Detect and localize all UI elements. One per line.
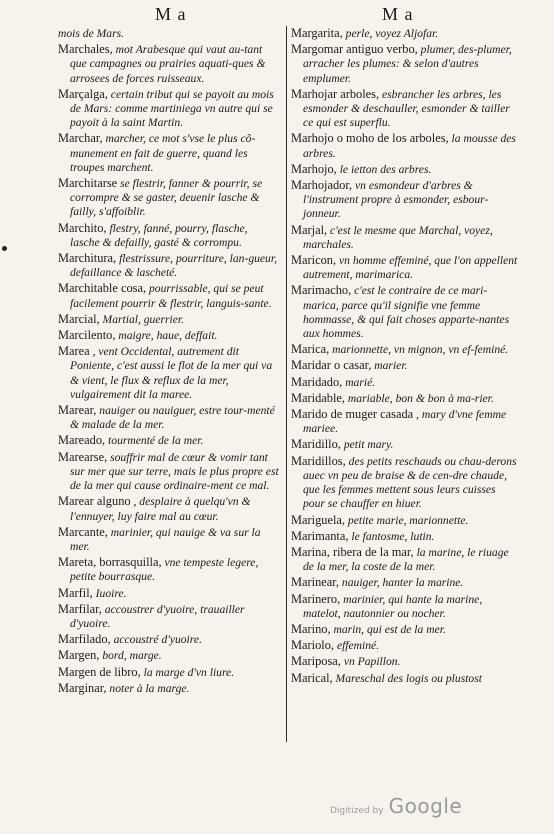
entry-definition: effeminé.	[336, 639, 380, 653]
entry-definition: Iuoire.	[95, 586, 127, 600]
dictionary-entry	[291, 638, 519, 653]
dictionary-entry	[291, 253, 519, 282]
entry-definition: c'est le mesme que Marchal, voyez, marchales.	[303, 223, 493, 251]
entry-headword: Marfil,	[58, 585, 93, 600]
dictionary-entry	[291, 162, 519, 177]
entry-definition: le fantosme, lutin.	[351, 529, 435, 543]
entry-definition: nauiger ou nauiguer, estre tour-menté & malade de la mer.	[70, 404, 275, 432]
entry-headword: Marinero,	[291, 591, 341, 606]
entry-definition: perle, voyez Aljofar.	[345, 27, 439, 40]
entry-headword: Maridillo,	[291, 437, 341, 452]
entry-headword: Mariposa,	[291, 654, 341, 669]
dictionary-entry	[58, 602, 280, 631]
entry-definition: vn esmondeur d'arbres & l'instrument propre à esmonder, esbour-jonneur.	[303, 179, 489, 221]
entry-definition: nauiger, hanter la marine.	[341, 576, 464, 590]
entry-definition: tourmenté de la mer.	[108, 434, 204, 448]
entry-headword: Marginar,	[58, 680, 107, 695]
dictionary-entry	[58, 328, 280, 343]
entry-headword: Marfilar,	[58, 601, 102, 616]
dictionary-entry	[58, 42, 280, 86]
dictionary-entry	[291, 131, 519, 160]
dictionary-entry	[291, 223, 519, 252]
entry-definition: mariable, bon & bon à ma-rier.	[347, 391, 494, 405]
entry-headword: Marinear,	[291, 575, 340, 590]
entry-definition: marinier, qui nauige & va sur la mer.	[70, 525, 261, 553]
entry-headword: Margomar antiguo verbo,	[291, 42, 418, 57]
entry-headword: Maridado,	[291, 374, 343, 389]
entry-headword: Marido de muger casada	[291, 407, 414, 422]
entry-headword: Maridillos,	[291, 453, 346, 468]
dictionary-entry	[58, 586, 280, 601]
entry-definition: marinier, qui hante la marine, matelot, nautonnier ou nocher.	[303, 592, 483, 620]
dictionary-entry	[58, 131, 280, 175]
dictionary-entry	[58, 87, 280, 131]
entry-headword: Marimacho,	[291, 283, 352, 298]
dictionary-entry	[291, 375, 519, 390]
dictionary-entry	[58, 281, 280, 310]
entry-headword: Mareado,	[58, 433, 106, 448]
dictionary-entry	[58, 555, 280, 584]
entry-definition: la mousse des arbres.	[303, 132, 516, 160]
entry-headword: Marcial,	[58, 311, 100, 326]
entry-headword: Marchito,	[58, 220, 107, 235]
entry-definition: , mary d'vne femme mariee.	[303, 408, 507, 436]
dictionary-entry	[291, 654, 519, 669]
entry-headword: Mariguela,	[291, 512, 346, 527]
entry-definition: maigre, haue, deffait.	[118, 329, 218, 343]
entry-headword: Marcante,	[58, 524, 108, 539]
running-head-right: M a	[382, 4, 414, 24]
running-head-left: M a	[155, 4, 187, 24]
dictionary-entry	[291, 87, 519, 131]
entry-headword: Marchitable cosa,	[58, 281, 147, 296]
entry-headword: Marica,	[291, 342, 330, 357]
entry-definition: flestrissure, pourriture, lan-gueur, defaillance & lascheté.	[70, 252, 277, 280]
dictionary-entry	[58, 648, 280, 663]
entry-definition: mot Arabesque qui vaut au-tant que campagnes ou prairies aquati-ques & arrosees de forces ruisseaux.	[70, 43, 266, 85]
dictionary-entry	[58, 221, 280, 250]
digitized-watermark	[330, 794, 462, 818]
entry-headword: Marical,	[291, 670, 333, 685]
entry-headword: Margarita,	[291, 26, 343, 40]
entry-headword: Marcilento,	[58, 328, 116, 343]
dictionary-entry	[291, 545, 519, 574]
entry-headword: Mareta, borrasquilla,	[58, 555, 162, 570]
dictionary-entry	[58, 525, 280, 554]
entry-definition: la marge d'vn liure.	[143, 665, 235, 679]
dictionary-entry	[291, 342, 519, 357]
entry-definition: c'est le contraire de ce mari-marica, parce qu'il signifie vne femme hommasse, & qui fait choses apparte-nantes aux hommes.	[303, 284, 510, 341]
entry-definition: marin, qui est de la mer.	[333, 622, 446, 636]
entry-definition: marier.	[374, 359, 408, 373]
entry-headword: Marearse,	[58, 449, 108, 464]
dictionary-entry	[58, 632, 280, 647]
entry-headword: Marea	[58, 344, 90, 359]
entry-definition: souffrir mal de cœur & vomir tant sur mer que sur terre, mais le plus propre est de la mer qui cause ordinaire-ment ce mal.	[70, 450, 279, 493]
dictionary-entry	[291, 283, 519, 341]
margin-dot	[2, 246, 7, 251]
entry-definition: marionnette, vn mignon, vn ef-feminé.	[332, 343, 509, 357]
dictionary-entry	[58, 344, 280, 402]
entry-headword: Mariolo,	[291, 638, 335, 653]
entry-headword: Margen de libro,	[58, 664, 141, 679]
dictionary-entry	[58, 494, 280, 523]
dictionary-entry	[291, 358, 519, 373]
entry-definition: esbrancher les arbres, les esmonder & deschauller, esmonder & tailler ce qui est superflu.	[303, 87, 510, 130]
entry-headword: Marear alguno	[58, 494, 131, 509]
dictionary-entry	[291, 42, 519, 86]
watermark-prefix: Digitized by	[330, 806, 384, 816]
entry-headword: Marhojo,	[291, 161, 337, 176]
entry-definition: marié.	[345, 375, 376, 389]
entry-definition: vn Papillon.	[343, 655, 401, 669]
dictionary-entry	[291, 622, 519, 637]
entry-headword: Marimanta,	[291, 528, 349, 543]
entry-definition: petite marie, marionnette.	[347, 513, 469, 527]
entry-definition: flestry, fanné, pourry, flasche, lasche & defailly, gasté & corrompu.	[70, 221, 248, 249]
dictionary-entry	[291, 529, 519, 544]
entry-headword: Marhojador,	[291, 178, 353, 193]
entry-definition: marcher, ce mot s'vse le plus cõ-munement en fait de guerre, quand les troupes marchent.	[70, 132, 256, 174]
dictionary-entry	[58, 251, 280, 280]
dictionary-entry	[58, 433, 280, 448]
entry-definition: se flestrir, fanner & pourrir, se corrompre & se gaster, deuenir lasche & failly, s'affoiblir.	[70, 177, 263, 219]
entry-definition: accoustrer d'yuoire, trauailler d'yuoire.	[70, 602, 245, 630]
dictionary-entry	[58, 450, 280, 494]
dictionary-entry	[291, 592, 519, 621]
entry-definition: noter à la marge.	[109, 681, 190, 695]
dictionary-entry	[291, 575, 519, 590]
entry-definition: , vent Occidental, autrement dit Poniente, c'est aussi le flot de la mer qui va & vient, le flux & reflux de la mer, vulgairement dit la maree.	[70, 345, 273, 401]
dictionary-entry	[291, 671, 519, 686]
dictionary-entry	[58, 681, 280, 696]
entry-definition: certain tribut qui se payoit au mois de Mars: comme martiniega vn autre qui se payoit à la saint Martin.	[70, 87, 274, 130]
dictionary-entry	[291, 178, 519, 222]
entry-definition: Martial, guerrier.	[102, 312, 185, 326]
entry-definition: pourrissable, qui se peut facilement pourrir & flestrir, languis-sante.	[70, 282, 272, 310]
dictionary-entry	[291, 437, 519, 452]
entry-headword: Maridable,	[291, 390, 346, 405]
entry-definition: plumer, des-plumer, arracher les plumes: & selon d'autres emplumer.	[303, 43, 512, 85]
entry-headword: Marchar,	[58, 131, 103, 146]
dictionary-entry	[58, 176, 280, 220]
dictionary-entry	[291, 513, 519, 528]
entry-headword: Marhojar arboles,	[291, 86, 380, 101]
entry-definition: petit mary.	[343, 438, 394, 452]
right-column	[291, 26, 519, 687]
entry-definition: bord, marge.	[102, 649, 162, 663]
watermark-brand: Google	[388, 794, 463, 818]
entry-headword: Maricon,	[291, 253, 337, 268]
entry-headword: Marchales,	[58, 42, 113, 57]
entry-definition: la marine, le riuage de la mer, la coste de la mer.	[303, 545, 509, 574]
entry-headword: Marina, ribera de la mar,	[291, 544, 414, 559]
entry-headword: Marçalga,	[58, 86, 108, 101]
entry-headword: Marear,	[58, 403, 97, 418]
entry-definition: accoustré d'yuoire.	[113, 633, 202, 647]
dictionary-entry	[291, 407, 519, 436]
column-divider	[286, 26, 287, 742]
dictionary-entry	[291, 26, 519, 41]
entry-definition: vn homme effeminé, que l'on appellent autrement, marimarica.	[303, 254, 518, 282]
entry-definition: Mareschal des logis ou plustost	[335, 671, 482, 685]
dictionary-entry	[291, 391, 519, 406]
entry-headword: Marhojo o moho de los arboles,	[291, 131, 449, 146]
entry-headword: Margen,	[58, 648, 100, 663]
dictionary-entry	[58, 665, 280, 680]
entry-headword: Maridar o casar,	[291, 358, 372, 373]
entry-definition: des petits reschauds ou chau-derons auec vn peu de braise & de cen-dre chaude, que les femmes mettent sous leurs cuisses pour se chauffer en hiuer.	[303, 454, 517, 511]
entry-headword: Marjal,	[291, 222, 328, 237]
dictionary-entry	[58, 403, 280, 432]
entry-definition: , desplaire à quelqu'vn & l'ennuyer, luy faire mal au cœur.	[70, 495, 251, 523]
entry-headword: Marchitura,	[58, 251, 117, 266]
entry-definition: le ietton des arbres.	[339, 162, 432, 176]
entry-headword: Marfilado,	[58, 632, 111, 647]
dictionary-entry	[58, 26, 280, 41]
entry-definition: mois de Mars.	[58, 27, 125, 40]
entry-definition: vne tempeste legere, petite bourrasque.	[70, 556, 259, 584]
dictionary-entry	[291, 454, 519, 512]
entry-headword: Marino,	[291, 621, 331, 636]
entry-headword: Marchitarse	[58, 176, 118, 191]
dictionary-entry	[58, 312, 280, 327]
left-column	[58, 26, 280, 697]
